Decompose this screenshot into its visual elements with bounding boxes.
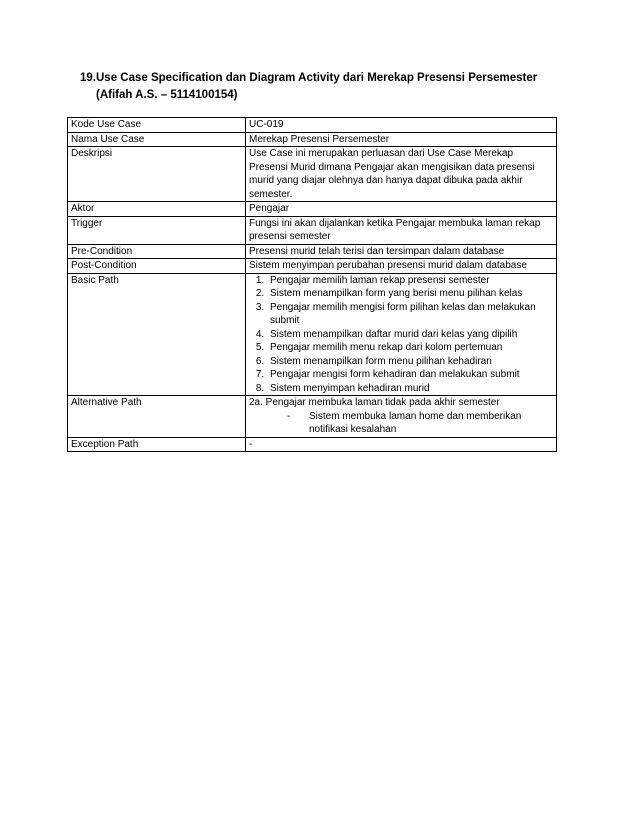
list-item: 4. Sistem menampilkan daftar murid dari kelas yang dipilih xyxy=(267,328,553,342)
row-kode xyxy=(68,118,557,133)
row-basic-path xyxy=(68,273,557,396)
row-exception-path xyxy=(68,437,557,452)
section-heading xyxy=(80,70,580,104)
row-label: Trigger xyxy=(68,216,246,244)
alternative-sub-text: Sistem membuka laman home dan memberikan notifikasi kesalahan xyxy=(309,410,522,435)
row-value: - xyxy=(246,437,557,452)
alternative-main: 2a. Pengajar membuka laman tidak pada akhir semester xyxy=(249,397,500,408)
list-item: 7. Pengajar mengisi form kehadiran dan melakukan submit xyxy=(267,368,553,382)
list-item: 8. Sistem menyimpan kehadiran murid xyxy=(267,382,553,396)
row-value: Fungsi ini akan dijalankan ketika Pengajar membuka laman rekap presensi semester xyxy=(246,216,557,244)
row-nama xyxy=(68,132,557,147)
list-item: 6. Sistem menampilkan form menu pilihan kehadiran xyxy=(267,355,553,369)
row-post-condition xyxy=(68,259,557,274)
heading-number: 19. xyxy=(80,72,96,84)
row-alternative-path xyxy=(68,396,557,438)
row-pre-condition xyxy=(68,244,557,259)
row-label: Alternative Path xyxy=(68,396,246,438)
row-value: UC-019 xyxy=(246,118,557,133)
dash-bullet: - xyxy=(287,410,291,422)
row-label: Deskripsi xyxy=(68,147,246,202)
row-value xyxy=(246,396,557,438)
row-value: Presensi murid telah terisi dan tersimpan dalam database xyxy=(246,244,557,259)
row-value xyxy=(246,273,557,396)
row-trigger xyxy=(68,216,557,244)
use-case-table xyxy=(67,117,557,452)
row-label: Kode Use Case xyxy=(68,118,246,133)
row-value: Merekap Presensi Persemester xyxy=(246,132,557,147)
basic-path-steps xyxy=(249,274,553,396)
heading-title: Use Case Specification dan Diagram Activity dari Merekap Presensi Persemester xyxy=(96,72,538,84)
row-deskripsi xyxy=(68,147,557,202)
row-label: Post-Condition xyxy=(68,259,246,274)
row-label: Exception Path xyxy=(68,437,246,452)
list-item: 5. Pengajar memilih menu rekap dari kolom pertemuan xyxy=(267,341,553,355)
row-label: Aktor xyxy=(68,202,246,217)
row-value: Pengajar xyxy=(246,202,557,217)
heading-author: (Afifah A.S. – 5114100154) xyxy=(96,89,238,101)
list-item: 3. Pengajar memilih mengisi form pilihan kelas dan melakukan submit xyxy=(267,301,553,328)
row-label: Basic Path xyxy=(68,273,246,396)
row-value: Sistem menyimpan perubahan presensi murid dalam database xyxy=(246,259,557,274)
list-item: 2. Sistem menampilkan form yang berisi menu pilihan kelas xyxy=(267,287,553,301)
row-aktor xyxy=(68,202,557,217)
row-label: Pre-Condition xyxy=(68,244,246,259)
row-label: Nama Use Case xyxy=(68,132,246,147)
row-value: Use Case ini merupakan perluasan dari Use Case Merekap Presensi Murid dimana Pengajar akan mengisikan data presensi murid yang diajar olehnya dan hanya dapat dibuka pada akhir semester. xyxy=(246,147,557,202)
alternative-sub xyxy=(249,410,553,437)
list-item: 1. Pengajar memilih laman rekap presensi semester xyxy=(267,274,553,288)
